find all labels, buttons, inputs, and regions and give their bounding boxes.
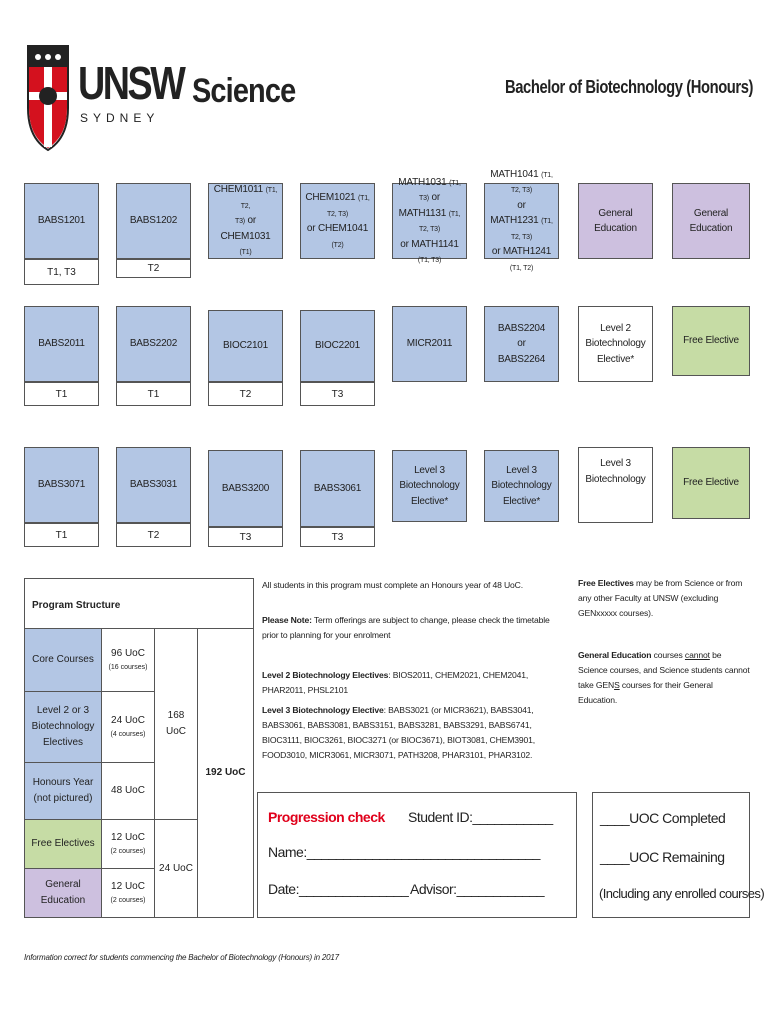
course-babs2204: BABS2204 or BABS2264	[484, 306, 559, 382]
course-babs1201: BABS1201	[24, 183, 99, 259]
progression-check-title: Progression check	[268, 809, 385, 825]
course-babs1202: BABS1202	[116, 183, 191, 259]
course-level2-elective: Level 2 Biotechnology Elective*	[578, 306, 653, 382]
course-free-elective-y2: Free Elective	[672, 306, 750, 376]
term-bioc2201: T3	[300, 382, 375, 406]
course-math1031: MATH1031 (T1, T3) or MATH1131 (T1, T2, T3) or MATH1141 (T1, T3)	[392, 183, 467, 259]
footer-note: Information correct for students commencing the Bachelor of Biotechnology (Honours) in 2017	[24, 953, 339, 962]
course-level3-elective-3: Level 3 Biotechnology	[578, 447, 653, 523]
unsw-wordmark: UNSW	[78, 57, 184, 109]
structure-total-uoc: 192 UoC	[197, 628, 254, 918]
course-level3-elective-1: Level 3 Biotechnology Elective*	[392, 450, 467, 522]
structure-gen-label: General Education	[24, 868, 102, 918]
course-bioc2101: BIOC2101	[208, 310, 283, 382]
program-structure-title: Program Structure	[32, 600, 121, 611]
note-honours: All students in this program must complete an Honours year of 48 UoC.	[262, 580, 523, 590]
term-babs2202: T1	[116, 382, 191, 406]
course-general-education-2: General Education	[672, 183, 750, 259]
course-bioc2201: BIOC2201	[300, 310, 375, 382]
unsw-crest	[24, 42, 72, 154]
date-field[interactable]: Date:_______________	[268, 881, 409, 897]
term-babs1201: T1, T3	[24, 259, 99, 285]
course-babs3200: BABS3200	[208, 450, 283, 527]
term-babs2011: T1	[24, 382, 99, 406]
course-free-elective-y3: Free Elective	[672, 447, 750, 519]
course-babs2202: BABS2202	[116, 306, 191, 382]
note-free-electives: Free Electives may be from Science or from any other Faculty at UNSW (excluding GENxxxxx courses).	[578, 578, 743, 619]
structure-honours-uoc: 48 UoC	[101, 762, 155, 820]
course-level3-elective-2: Level 3 Biotechnology Elective*	[484, 450, 559, 522]
structure-free-label: Free Electives	[24, 819, 102, 869]
unsw-sydney-text: SYDNEY	[80, 111, 160, 125]
term-babs1202: T2	[116, 259, 191, 278]
structure-168-uoc: 168 UoC	[154, 628, 198, 820]
term-babs3061: T3	[300, 527, 375, 547]
structure-core-uoc: 96 UoC (16 courses)	[101, 628, 155, 692]
faculty-name: Science	[192, 72, 296, 110]
student-id-field[interactable]: Student ID:___________	[408, 809, 553, 825]
note-please: Please Note: Term offerings are subject to change, please check the timetable prior to planning for your enrolment	[262, 615, 550, 641]
structure-gen-uoc: 12 UoC (2 courses)	[101, 868, 155, 918]
course-chem1021: CHEM1021 (T1, T2, T3) or CHEM1041 (T2)	[300, 183, 375, 259]
term-babs3200: T3	[208, 527, 283, 547]
course-micr2011: MICR2011	[392, 306, 467, 382]
course-chem1011: CHEM1011 (T1, T2, T3) or CHEM1031 (T1)	[208, 183, 283, 259]
program-title: Bachelor of Biotechnology (Honours)	[505, 77, 754, 97]
term-babs3031: T2	[116, 523, 191, 547]
course-babs3031: BABS3031	[116, 447, 191, 523]
uoc-remaining-field[interactable]: ____UOC Remaining	[600, 849, 725, 865]
term-babs3071: T1	[24, 523, 99, 547]
course-babs2011: BABS2011	[24, 306, 99, 382]
name-field[interactable]: Name:________________________________	[268, 844, 540, 860]
advisor-field[interactable]: Advisor:____________	[410, 881, 545, 897]
structure-l23-label: Level 2 or 3 Biotechnology Electives	[24, 691, 102, 763]
structure-l23-uoc: 24 UoC (4 courses)	[101, 691, 155, 763]
uoc-including-note: (Including any enrolled courses)	[599, 886, 765, 901]
unsw-crest-icon	[24, 42, 72, 154]
structure-24-uoc: 24 UoC	[154, 819, 198, 918]
structure-core-label: Core Courses	[24, 628, 102, 692]
term-bioc2101: T2	[208, 382, 283, 406]
course-babs3071: BABS3071	[24, 447, 99, 523]
course-babs3061: BABS3061	[300, 450, 375, 527]
structure-free-uoc: 12 UoC (2 courses)	[101, 819, 155, 869]
course-general-education-1: General Education	[578, 183, 653, 259]
note-level3-electives: Level 3 Biotechnology Elective: BABS3021 (or MICR3621), BABS3041, BABS3061, BABS3081, BABS3151, BABS3281, BABS3291, BABS6741, BIOC3111, BIOC3261, BIOC3271 (or BIOC3671), BIOT3081, CHEM3901, FOOD3010, MICR3061, MICR3071, PATH3208, PHAR3101, PHAR3102.	[262, 705, 536, 761]
note-level2-electives: Level 2 Biotechnology Electives: BIOS2011, CHEM2021, CHEM2041, PHAR2011, PHSL2101	[262, 670, 529, 696]
course-math1041: MATH1041 (T1, T2, T3) or MATH1231 (T1, T2, T3) or MATH1241 (T1, T2)	[484, 183, 559, 259]
uoc-completed-field[interactable]: ____UOC Completed	[600, 810, 726, 826]
note-general-education: General Education courses cannot be Science courses, and Science students cannot take GENS courses for their General Education.	[578, 650, 750, 706]
structure-honours-label: Honours Year (not pictured)	[24, 762, 102, 820]
